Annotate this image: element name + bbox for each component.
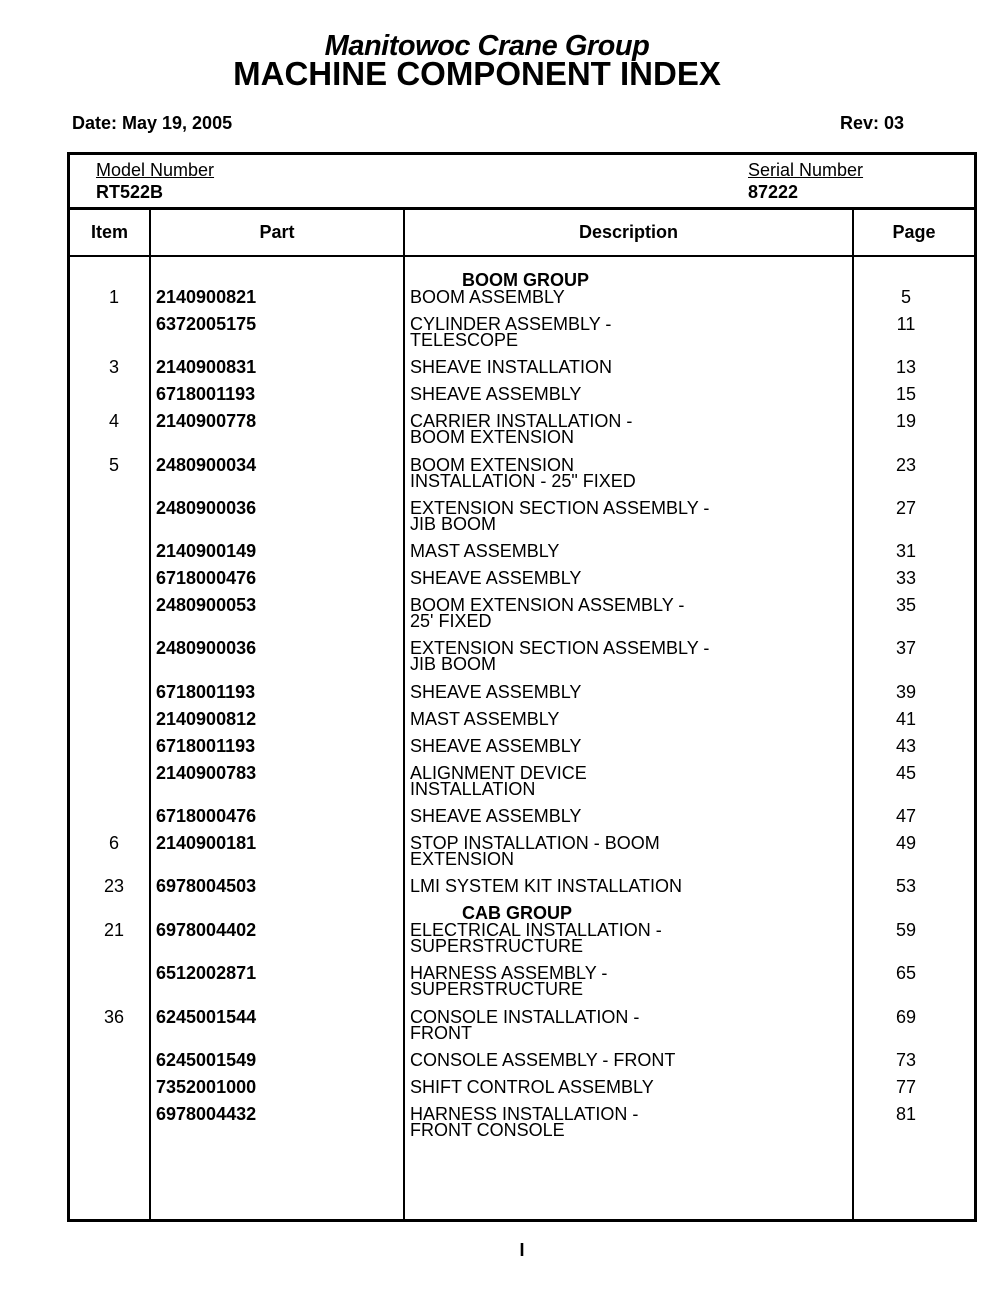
column-header-part: Part — [259, 222, 295, 242]
row-part-number: 6718000476 — [156, 806, 257, 826]
row-part-number: 6978004402 — [156, 920, 257, 940]
column-divider-part — [403, 210, 405, 1219]
row-description: CONSOLE INSTALLATION - FRONT — [410, 1007, 640, 1043]
row-description: BOOM EXTENSION INSTALLATION - 25" FIXED — [410, 455, 636, 491]
row-item: 5 — [108, 455, 119, 475]
row-page: 59 — [895, 920, 917, 940]
row-part-number: 2140900812 — [156, 709, 257, 729]
row-part-number: 6718001193 — [156, 384, 256, 404]
row-description: SHEAVE ASSEMBLY — [410, 736, 582, 756]
row-part-number: 2480900036 — [156, 498, 257, 518]
row-part-number: 2140900149 — [156, 541, 257, 561]
column-header-description: Description — [578, 222, 679, 242]
row-part-number: 2140900821 — [156, 287, 257, 307]
row-part-number: 2480900053 — [156, 595, 257, 615]
row-description: EXTENSION SECTION ASSEMBLY - JIB BOOM — [410, 498, 710, 534]
company-name: Manitowoc Crane Group — [324, 30, 650, 62]
page-number: I — [519, 1240, 525, 1260]
row-page: 41 — [895, 709, 917, 729]
column-header-page: Page — [892, 222, 936, 242]
row-page: 15 — [895, 384, 917, 404]
row-part-number: 6978004432 — [156, 1104, 257, 1124]
row-description: LMI SYSTEM KIT INSTALLATION — [410, 876, 683, 896]
row-item: 23 — [103, 876, 125, 896]
serial-number-block — [748, 159, 863, 203]
row-page: 5 — [900, 287, 911, 307]
row-part-number: 6245001549 — [156, 1050, 257, 1070]
serial-number-value: 87222 — [748, 182, 799, 202]
row-item: 4 — [108, 411, 119, 431]
column-header-divider — [70, 255, 974, 257]
row-part-number: 6978004503 — [156, 876, 257, 896]
component-index-table — [67, 152, 977, 1222]
row-part-number: 2140900778 — [156, 411, 257, 431]
row-page: 53 — [895, 876, 917, 896]
model-number-value: RT522B — [96, 182, 164, 202]
row-description: SHEAVE INSTALLATION — [410, 357, 613, 377]
row-page: 69 — [895, 1007, 917, 1027]
row-page: 31 — [895, 541, 917, 561]
row-description: MAST ASSEMBLY — [410, 541, 560, 561]
row-description: BOOM EXTENSION ASSEMBLY - 25' FIXED — [410, 595, 685, 631]
row-description: HARNESS INSTALLATION - FRONT CONSOLE — [410, 1104, 639, 1140]
row-description: MAST ASSEMBLY — [410, 709, 560, 729]
row-description: EXTENSION SECTION ASSEMBLY - JIB BOOM — [410, 638, 710, 674]
row-page: 77 — [895, 1077, 917, 1097]
row-part-number: 6512002871 — [156, 963, 257, 983]
row-description: BOOM ASSEMBLY — [410, 287, 565, 307]
row-item: 36 — [103, 1007, 125, 1027]
row-part-number: 6718001193 — [156, 682, 256, 702]
model-number-block — [96, 159, 214, 203]
row-page: 73 — [895, 1050, 917, 1070]
row-page: 81 — [895, 1104, 917, 1124]
row-description: CYLINDER ASSEMBLY - TELESCOPE — [410, 314, 612, 350]
row-page: 39 — [895, 682, 917, 702]
row-page: 43 — [895, 736, 917, 756]
model-number-label: Model Number — [96, 160, 215, 180]
row-page: 49 — [895, 833, 917, 853]
row-description: SHIFT CONTROL ASSEMBLY — [410, 1077, 654, 1097]
row-page: 13 — [895, 357, 917, 377]
row-part-number: 2480900036 — [156, 638, 257, 658]
row-description: SHEAVE ASSEMBLY — [410, 384, 582, 404]
row-page: 11 — [896, 314, 916, 334]
row-part-number: 2140900783 — [156, 763, 257, 783]
row-page: 27 — [895, 498, 917, 518]
document-title: MACHINE COMPONENT INDEX — [233, 55, 721, 92]
revision-line: Rev: 03 — [839, 113, 904, 133]
row-page: 19 — [895, 411, 917, 431]
row-part-number: 7352001000 — [156, 1077, 257, 1097]
row-item: 1 — [108, 287, 119, 307]
row-part-number: 6245001544 — [156, 1007, 257, 1027]
row-part-number: 6718001193 — [156, 736, 256, 756]
row-description: ELECTRICAL INSTALLATION - SUPERSTRUCTURE — [410, 920, 662, 956]
row-page: 35 — [895, 595, 917, 615]
row-part-number: 2140900831 — [156, 357, 257, 377]
row-description: STOP INSTALLATION - BOOM EXTENSION — [410, 833, 660, 869]
column-header-item: Item — [90, 222, 128, 242]
row-page: 47 — [895, 806, 917, 826]
serial-number-label: Serial Number — [748, 160, 864, 180]
row-part-number: 6718000476 — [156, 568, 257, 588]
row-page: 65 — [895, 963, 917, 983]
row-description: CARRIER INSTALLATION - BOOM EXTENSION — [410, 411, 633, 447]
date-line: Date: May 19, 2005 — [72, 113, 233, 133]
row-description: SHEAVE ASSEMBLY — [410, 682, 582, 702]
row-page: 33 — [895, 568, 917, 588]
row-page: 37 — [895, 638, 917, 658]
row-description: HARNESS ASSEMBLY - SUPERSTRUCTURE — [410, 963, 608, 999]
row-part-number: 2480900034 — [156, 455, 257, 475]
row-description: ALIGNMENT DEVICE INSTALLATION — [410, 763, 587, 799]
row-part-number: 2140900181 — [156, 833, 257, 853]
row-page: 23 — [895, 455, 917, 475]
row-item: 6 — [108, 833, 119, 853]
row-description: SHEAVE ASSEMBLY — [410, 806, 582, 826]
row-description: CONSOLE ASSEMBLY - FRONT — [410, 1050, 676, 1070]
row-part-number: 6372005175 — [156, 314, 257, 334]
group-title-boom: BOOM GROUP — [462, 270, 590, 290]
group-title-cab: CAB GROUP — [462, 903, 573, 923]
row-item: 21 — [103, 920, 125, 940]
row-item: 3 — [108, 357, 119, 377]
row-page: 45 — [895, 763, 917, 783]
row-description: SHEAVE ASSEMBLY — [410, 568, 582, 588]
column-divider-description — [852, 210, 854, 1219]
